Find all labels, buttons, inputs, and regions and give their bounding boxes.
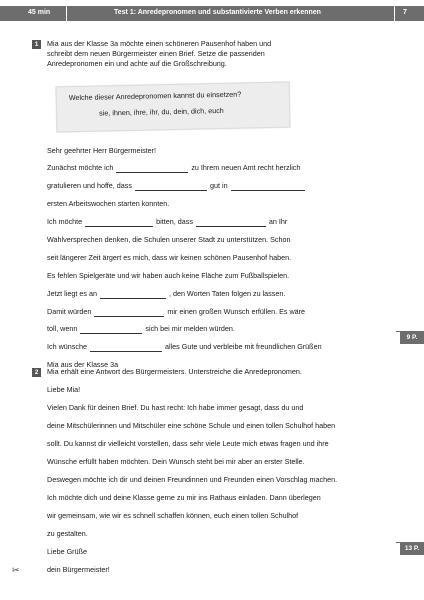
- instruction-line: Anredepronomen ein und achte auf die Großschreibung.: [47, 59, 227, 69]
- fill-in-blank[interactable]: [116, 164, 188, 173]
- task-2-instruction: Mia erhält eine Antwort des Bürgermeisters. Unterstreiche die Anredepronomen.: [47, 367, 302, 376]
- text: bitten, dass: [156, 217, 193, 226]
- hint-words: sie, ihnen, ihre, ihr, du, dein, dich, euch: [99, 105, 224, 118]
- points-badge-task-2: 13 P.: [400, 543, 424, 555]
- letter-line: Wahlversprechen denken, die Schulen unserer Stadt zu unterstützen. Schon: [47, 235, 291, 244]
- reply-line: Ich möchte dich und deine Klasse gerne zu mir ins Rathaus einladen. Dann überlegen: [47, 493, 321, 502]
- hint-question: Welche dieser Anredepronomen kannst du einsetzen?: [68, 89, 242, 103]
- reply-line: Deswegen möchte ich dir und deinen Freundinnen und Freunden einen Vorschlag machen.: [47, 475, 338, 484]
- task-1-instruction: [47, 39, 367, 70]
- points-badge-task-1: 9 P.: [400, 332, 424, 344]
- reply-line: deine Mitschülerinnen und Mitschüler eine schöne Schule und einen tollen Schulhof haben: [47, 421, 336, 430]
- hint-box: [56, 82, 291, 133]
- text: , den Worten Taten folgen zu lassen.: [168, 289, 286, 298]
- text: sich bei mir melden würden.: [145, 324, 235, 333]
- letter-greeting: Sehr geehrter Herr Bürgermeister!: [47, 146, 157, 155]
- fill-in-blank[interactable]: [196, 218, 266, 227]
- reply-line: zu gestalten.: [47, 529, 88, 538]
- text: zu Ihrem neuen Amt recht herzlich: [191, 163, 301, 172]
- letter-line: [47, 163, 300, 173]
- text: alles Gute und verbleibe mit freundlichen Grüßen: [164, 342, 322, 351]
- header-divider: [394, 6, 395, 21]
- letter-line: seit längerer Zeit ärgert es mich, dass wir keinen schönen Pausenhof haben.: [47, 253, 292, 262]
- fill-in-blank[interactable]: [135, 182, 207, 191]
- text: toll, wenn: [47, 324, 78, 333]
- letter-line: [47, 324, 235, 334]
- letter-line: [47, 217, 287, 227]
- instruction-line: schreibt dem neuen Bürgermeister einen Brief. Setze die passenden: [47, 49, 265, 59]
- fill-in-blank[interactable]: [90, 343, 162, 352]
- page-title: Test 1: Anredepronomen und substantivierte Verben erkennen: [114, 9, 321, 16]
- header-divider: [66, 6, 67, 21]
- letter-line: Es fehlen Spielgeräte und wir haben auch keine Fläche zum Fußballspielen.: [47, 271, 290, 280]
- text: Ich wünsche: [47, 342, 87, 351]
- fill-in-blank[interactable]: [94, 308, 164, 317]
- text: Damit würden: [47, 307, 92, 316]
- letter-line: [47, 181, 308, 191]
- text: an Ihr: [268, 217, 288, 226]
- text: gut in: [209, 181, 228, 190]
- fill-in-blank[interactable]: [85, 218, 153, 227]
- fill-in-blank[interactable]: [100, 290, 166, 299]
- scissors-icon: ✂: [12, 565, 20, 575]
- reply-line: dein Bürgermeister!: [47, 565, 110, 574]
- task-2-number: 2: [32, 368, 41, 377]
- time-label: 45 min: [28, 9, 51, 16]
- letter-signature: Mia aus der Klasse 3a: [47, 360, 119, 369]
- task-1-number: 1: [32, 40, 41, 49]
- reply-line: Wünsche erfüllt haben möchten. Dein Wunsch steht bei mir aber an erster Stelle.: [47, 457, 305, 466]
- text: Jetzt liegt es an: [47, 289, 97, 298]
- text: mir einen großen Wunsch erfüllen. Es wäre: [167, 307, 306, 316]
- letter-line: ersten Arbeitswochen starten konnten.: [47, 199, 170, 208]
- letter-line: [47, 342, 322, 352]
- letter-line: [47, 289, 285, 299]
- fill-in-blank[interactable]: [231, 182, 305, 191]
- page-number: 7: [403, 9, 407, 16]
- text: gratulieren und hoffe, dass: [47, 181, 132, 190]
- reply-line: sollt. Du kannst dir vielleicht vorstellen, dass sehr viele Leute mich etwas fragen und ihre: [47, 439, 329, 448]
- reply-line: Liebe Grüße: [47, 547, 87, 556]
- text: Zunächst möchte ich: [47, 163, 114, 172]
- fill-in-blank[interactable]: [80, 325, 142, 334]
- letter-line: [47, 307, 305, 317]
- reply-line: Liebe Mia!: [47, 385, 81, 394]
- text: Ich möchte: [47, 217, 83, 226]
- reply-line: Vielen Dank für deinen Brief. Du hast recht: Ich habe immer gesagt, dass du und: [47, 403, 304, 412]
- page-header: [0, 6, 424, 21]
- instruction-line: Mia aus der Klasse 3a möchte einen schöneren Pausenhof haben und: [47, 39, 272, 48]
- reply-line: wir gemeinsam, wie wir es schnell schaffen können, euch einen tollen Schulhof: [47, 511, 299, 520]
